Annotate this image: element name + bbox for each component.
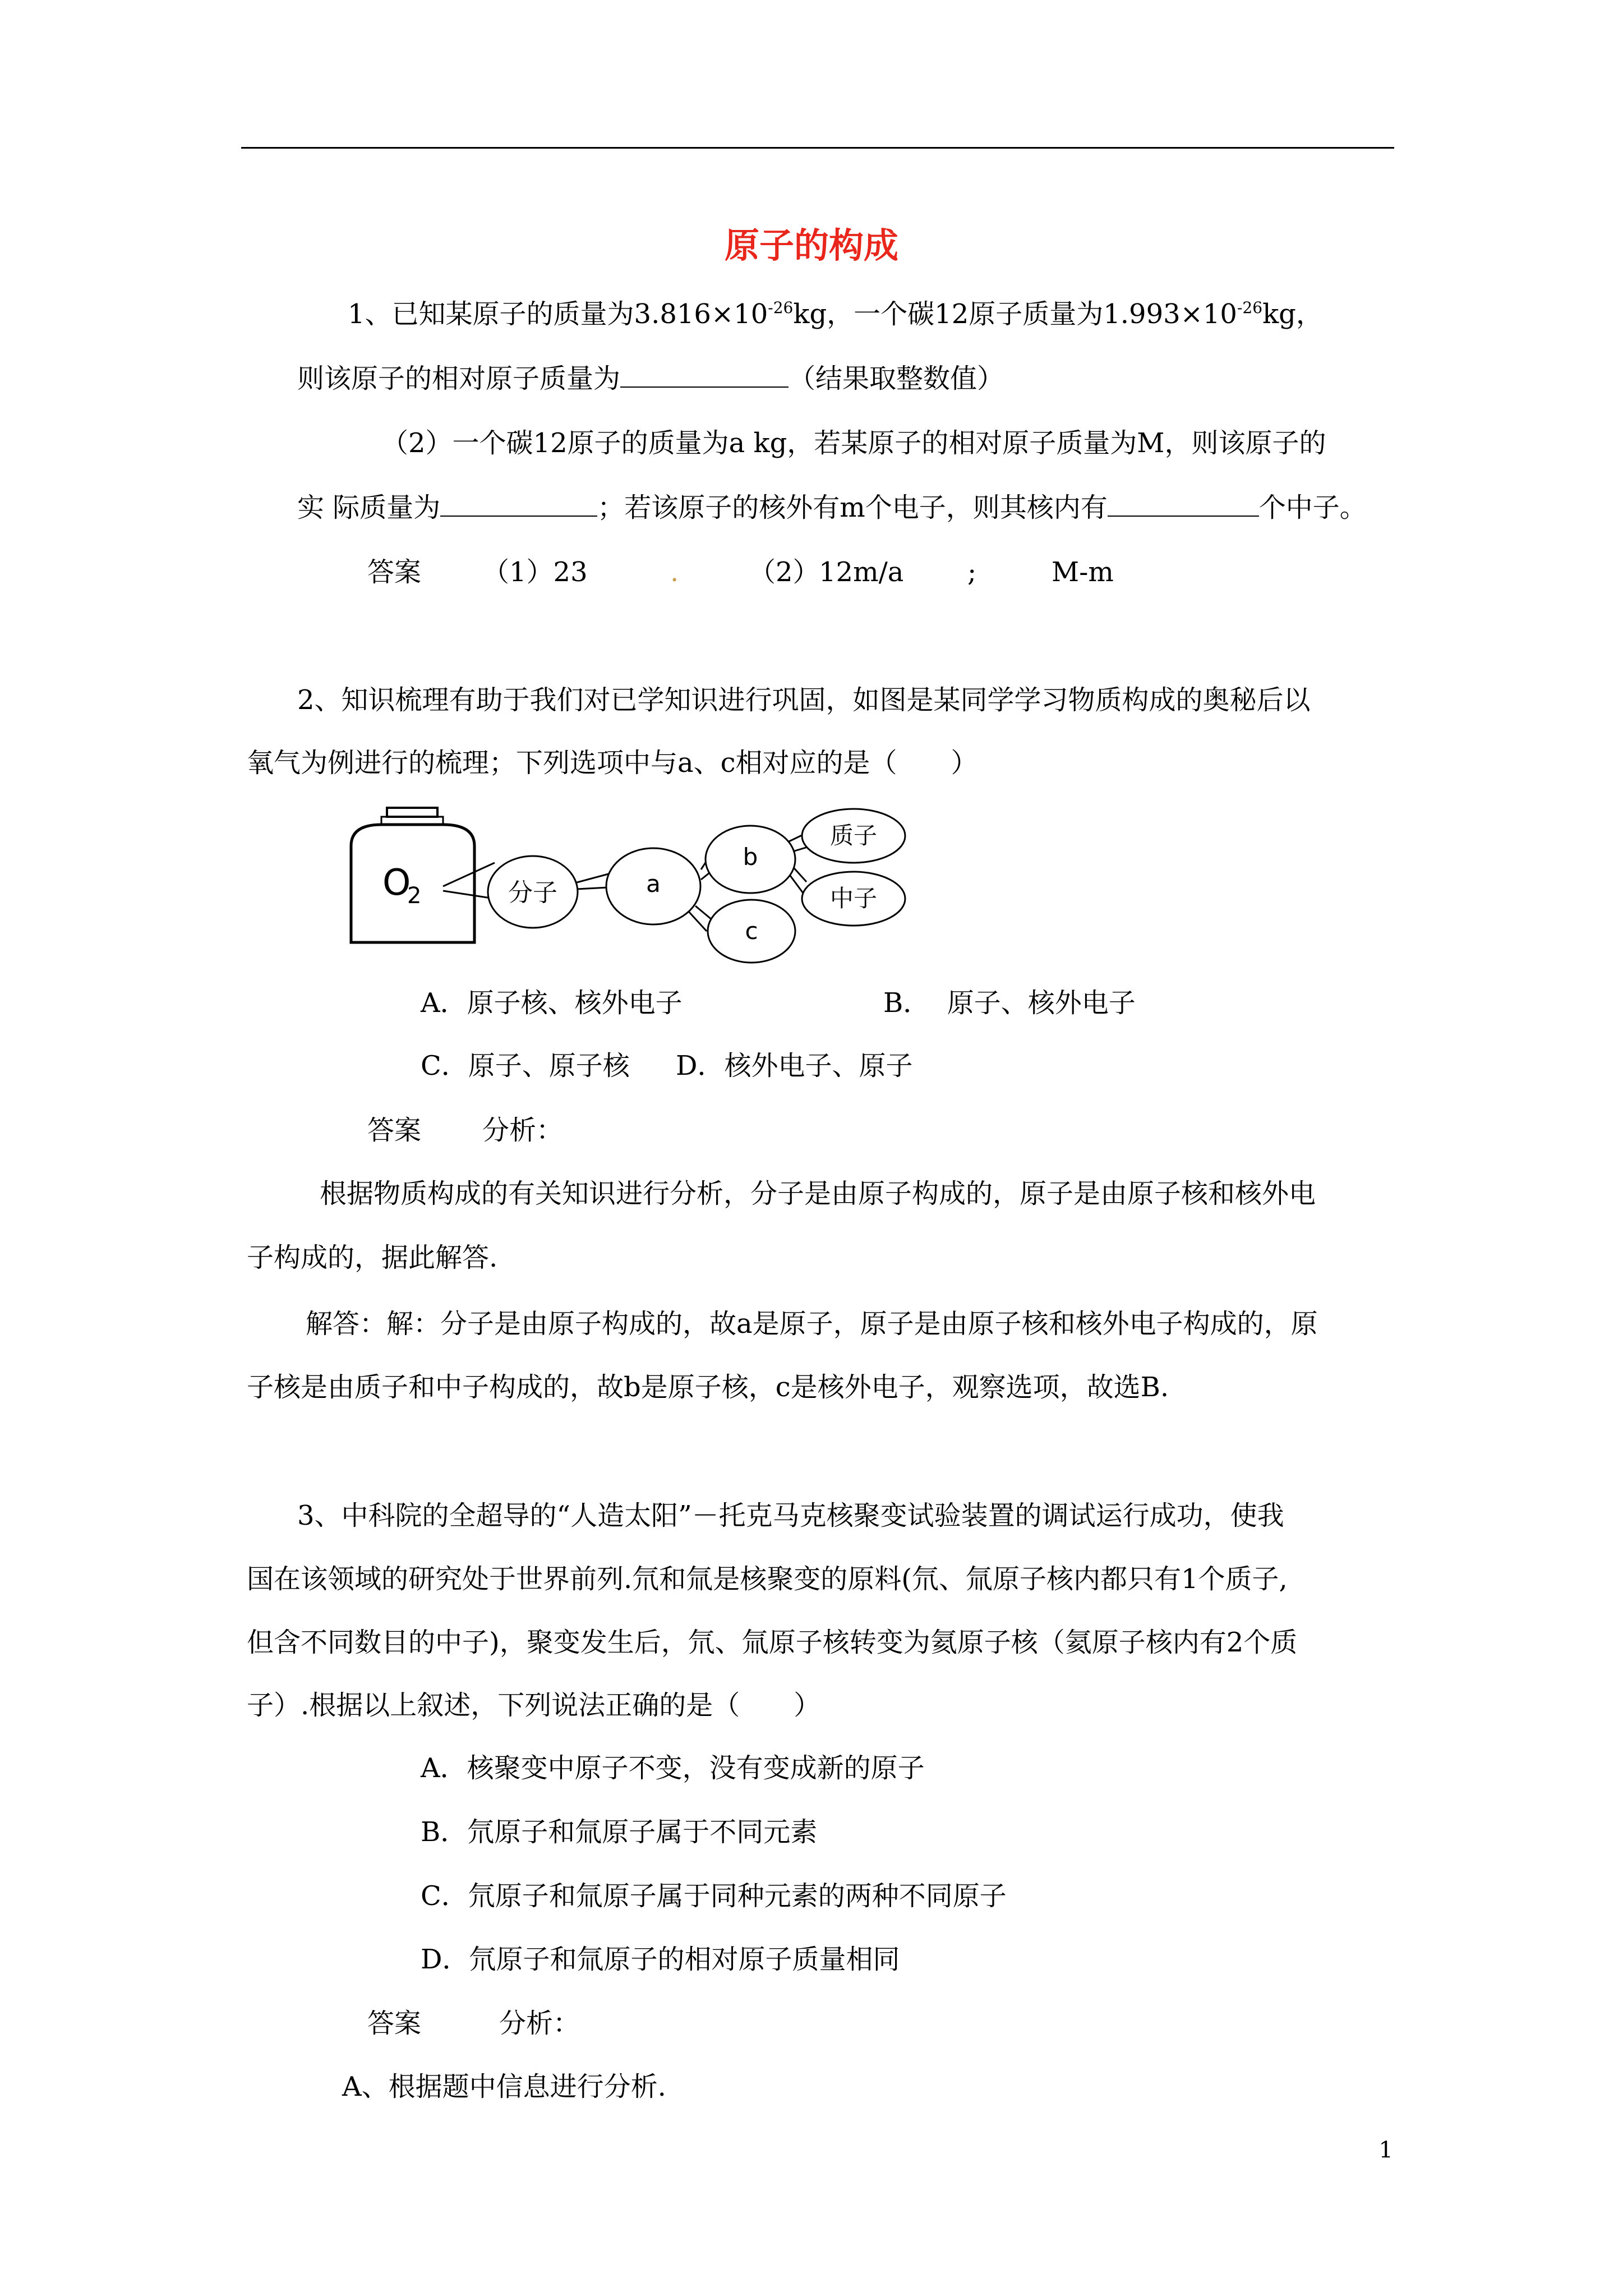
structure-diagram (342, 802, 937, 965)
q2-option-c[interactable]: C．原子、原子核 (421, 1050, 630, 1082)
oxygen-bottle (351, 808, 474, 942)
q2-analysis-line-1: 根据物质构成的有关知识进行分析，分子是由原子构成的，原子是由原子核和核外电 (320, 1178, 1316, 1209)
q3-line-3: 但含不同数目的中子)，聚变发生后，氘、氚原子核转变为氦原子核（氦原子核内有2个质 (247, 1627, 1298, 1658)
q2-answer-label: 答案 (367, 1115, 422, 1146)
q1-line-4: 实 际质量为 ；若该原子的核外有m个电子，则其核内有 个中子。 (297, 492, 1367, 523)
q1-answer-3: M-m (1052, 556, 1114, 588)
q2-solution-line-1: 解答：解：分子是由原子构成的，故a是原子，原子是由原子核和核外电子构成的，原 (306, 1308, 1318, 1340)
q3-answer-label: 答案 (367, 2008, 422, 2039)
node-b-label: b (743, 843, 758, 871)
node-b (706, 826, 795, 893)
neutron-label: 中子 (829, 885, 878, 912)
q2-solution-line-2: 子核是由质子和中子构成的，故b是原子核，c是核外电子，观察选项，故选B. (247, 1372, 1169, 1403)
node-a (606, 848, 700, 924)
q2-option-a[interactable]: A．原子核、核外电子 (421, 987, 683, 1019)
q1-line-2: 则该原子的相对原子质量为 （结果取整数值） (297, 363, 1004, 394)
q1-answer-2: 12m/a (819, 556, 904, 588)
q3-option-c[interactable]: C．氘原子和氚原子属于同种元素的两种不同原子 (421, 1880, 1007, 1912)
proton-label: 质子 (829, 822, 878, 849)
q1-answer-label: 答案 (367, 556, 422, 588)
q1-answer-2-label: （2） (749, 556, 820, 588)
q2-analysis-label: 分析： (482, 1115, 564, 1146)
q3-analysis-label: 分析： (499, 2008, 580, 2039)
node-c-label: c (745, 917, 758, 945)
q1-answer-1: （1）23 (482, 556, 588, 588)
proton-node (802, 809, 905, 863)
answer-blank[interactable] (620, 362, 789, 388)
q2-line-2: 氧气为例进行的梳理；下列选项中与a、c相对应的是（ ） (247, 747, 978, 779)
q2-option-d[interactable]: D．核外电子、原子 (676, 1050, 913, 1082)
q2-line-1: 2、知识梳理有助于我们对已学知识进行巩固，如图是某同学学习物质构成的奥秘后以 (297, 684, 1311, 716)
bottle-label: O (382, 862, 411, 904)
page-number: 1 (1378, 2137, 1393, 2163)
q3-line-1: 3、中科院的全超导的“人造太阳”－托克马克核聚变试验装置的调试运行成功，使我 (297, 1500, 1284, 1531)
molecule-node (488, 856, 578, 928)
q2-option-b[interactable]: B． 原子、核外电子 (883, 987, 1136, 1019)
q1-line-3: （2）一个碳12原子的质量为a kg，若某原子的相对原子质量为M，则该原子的 (381, 427, 1326, 459)
answer-blank[interactable] (440, 491, 597, 517)
q3-option-b[interactable]: B．氘原子和氚原子属于不同元素 (421, 1816, 818, 1848)
q3-analysis-line-1: A、根据题中信息进行分析. (342, 2071, 666, 2102)
q1-answer-separator: ; (967, 556, 977, 588)
q3-option-a[interactable]: A．核聚变中原子不变，没有变成新的原子 (421, 1752, 925, 1784)
answer-blank[interactable] (1108, 491, 1259, 517)
header-rule (241, 147, 1394, 149)
q3-line-4: 子）.根据以上叙述，下列说法正确的是（ ） (247, 1690, 821, 1721)
q3-option-d[interactable]: D．氘原子和氚原子的相对原子质量相同 (421, 1944, 900, 1975)
q3-line-2: 国在该领域的研究处于世界前列.氘和氚是核聚变的原料(氘、氚原子核内都只有1个质子, (247, 1563, 1288, 1595)
node-c (708, 900, 795, 963)
q2-analysis-line-2: 子构成的，据此解答. (247, 1242, 498, 1273)
neutron-node (802, 872, 905, 926)
node-a-label: a (646, 870, 661, 898)
molecule-label: 分子 (508, 878, 557, 907)
q1-answer-dot: . (670, 556, 679, 588)
q1-line-1: 1、已知某原子的质量为$3.816\times 10^{-26}kg$，一个碳12原子质量为$1.993\times 10^{-26}kg$， (348, 298, 1323, 330)
page-title: 原子的构成 (724, 225, 898, 266)
bottle-label-subscript: 2 (407, 883, 422, 909)
